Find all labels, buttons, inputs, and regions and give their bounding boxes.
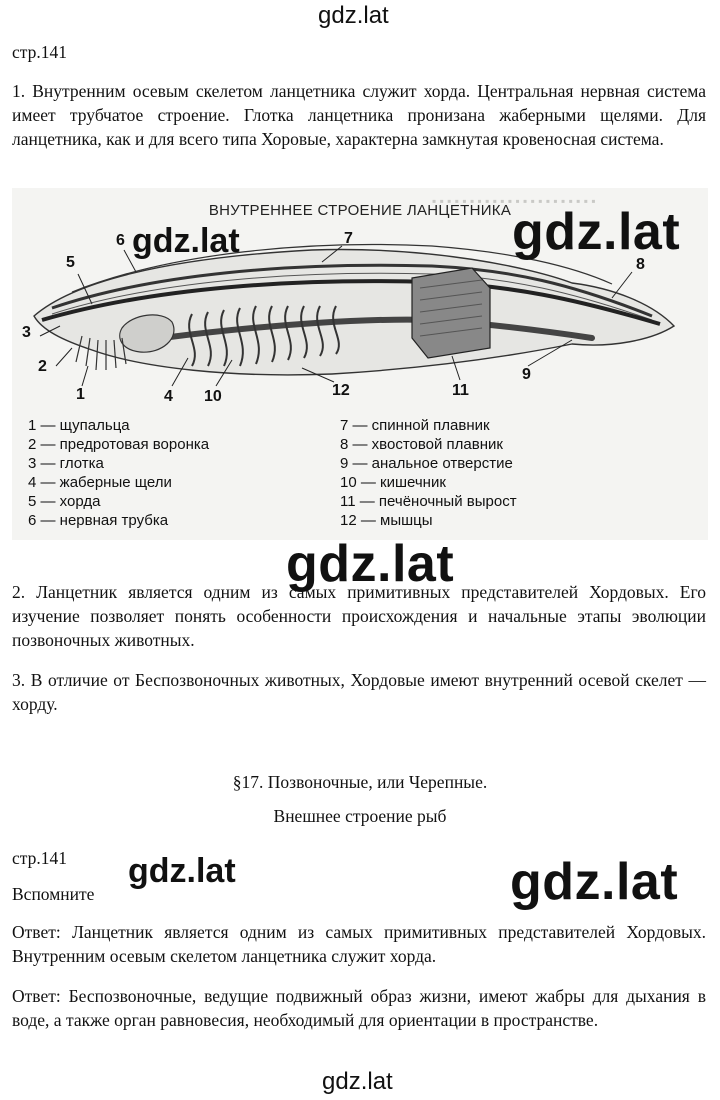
section-title: §17. Позвоночные, или Черепные. [232, 772, 488, 792]
legend-item: 1 — щупальца [28, 417, 130, 434]
legend-item: 7 — спинной плавник [340, 417, 490, 434]
watermark-lower-right: gdz.lat [510, 853, 679, 911]
watermark-top: gdz.lat [318, 2, 389, 29]
label-2: 2 [38, 358, 47, 375]
label-4: 4 [164, 388, 173, 405]
recall-heading: Вспомните [12, 884, 95, 904]
watermark-lower-left: gdz.lat [128, 852, 236, 890]
legend-item: 8 — хвостовой плавник [340, 436, 503, 453]
watermark-figure-left: gdz.lat [132, 222, 240, 260]
legend-item: 6 — нервная трубка [28, 512, 169, 529]
watermark-bottom: gdz.lat [322, 1068, 393, 1095]
watermark-middle: gdz.lat [286, 535, 455, 593]
legend-right [340, 416, 517, 530]
answer-2: Ответ: Беспозвоночные, ведущие подвижный образ жизни, имеют жабры для дыхания в воде, а также орган равновесия, необходимый для ориентации в пространстве. [12, 986, 706, 1030]
label-1: 1 [76, 386, 85, 403]
answer-1: Ответ: Ланцетник является одним из самых примитивных представителей Хордовых. Внутренним осевым скелетом ланцетника служит хорда. [12, 922, 706, 966]
label-5: 5 [66, 254, 75, 271]
legend-item: 12 — мышцы [340, 512, 433, 529]
label-11: 11 [452, 382, 469, 399]
label-12: 12 [332, 382, 350, 399]
paragraph-3: 3. В отличие от Беспозвоночных животных, Хордовые имеют внутренний осевой скелет — хорду. [12, 670, 706, 714]
legend-left [28, 416, 209, 530]
legend-item: 5 — хорда [28, 493, 101, 510]
page-ref-1: стр.141 [12, 42, 68, 62]
legend-item: 2 — предротовая воронка [28, 436, 210, 453]
label-3: 3 [22, 324, 31, 341]
paragraph-2: 2. Ланцетник является одним из самых примитивных представителей Хордовых. Его изучение позволяет понять особенности происхождения и начальные этапы эволюции позвоночных животных. [12, 582, 706, 650]
page-ref-2: стр.141 [12, 848, 68, 868]
legend-item: 11 — печёночный вырост [340, 493, 517, 510]
lancelet-figure: ▪ ▪ ▪ ▪ ▪ ▪ ▪ ▪ ▪ ▪ ▪ ▪ ▪ ▪ ▪ ▪ ▪ ▪ ▪ ▪ ▪ ▪ ВНУТРЕННЕЕ СТРОЕНИЕ ЛАНЦЕТНИКА 6 7 5 8 3 2 1 4 10 12 11 9 1 — щупальца 2 — предротовая воронка 3 — глотка 4 — жаберные щели 5 — хорда 6 — нервная трубка 7 — спинной плавник 8 — хвостовой плавник 9 — анальное отверстие 10 — кишечник 11 — печёночный вырост 12 — мышцы gdz.lat gdz.lat [12, 188, 708, 540]
label-7: 7 [344, 230, 353, 247]
section-subtitle: Внешнее строение рыб [273, 806, 447, 826]
label-8: 8 [636, 256, 645, 273]
label-10: 10 [204, 388, 222, 405]
legend-item: 3 — глотка [28, 455, 104, 472]
legend-item: 10 — кишечник [340, 474, 446, 491]
figure-title: ВНУТРЕННЕЕ СТРОЕНИЕ ЛАНЦЕТНИКА [208, 202, 512, 219]
watermark-figure-right: gdz.lat [512, 203, 681, 261]
label-6: 6 [116, 232, 125, 249]
legend-item: 4 — жаберные щели [28, 474, 172, 491]
paragraph-1: 1. Внутренним осевым скелетом ланцетника служит хорда. Центральная нервная система имеет трубчатое строение. Глотка ланцетника пронизана жаберными щелями. Для ланцетника, как и для всего типа Хоровые, характерна замкнутая кровеносная система. [12, 81, 706, 149]
label-9: 9 [522, 366, 531, 383]
legend-item: 9 — анальное отверстие [340, 455, 513, 472]
